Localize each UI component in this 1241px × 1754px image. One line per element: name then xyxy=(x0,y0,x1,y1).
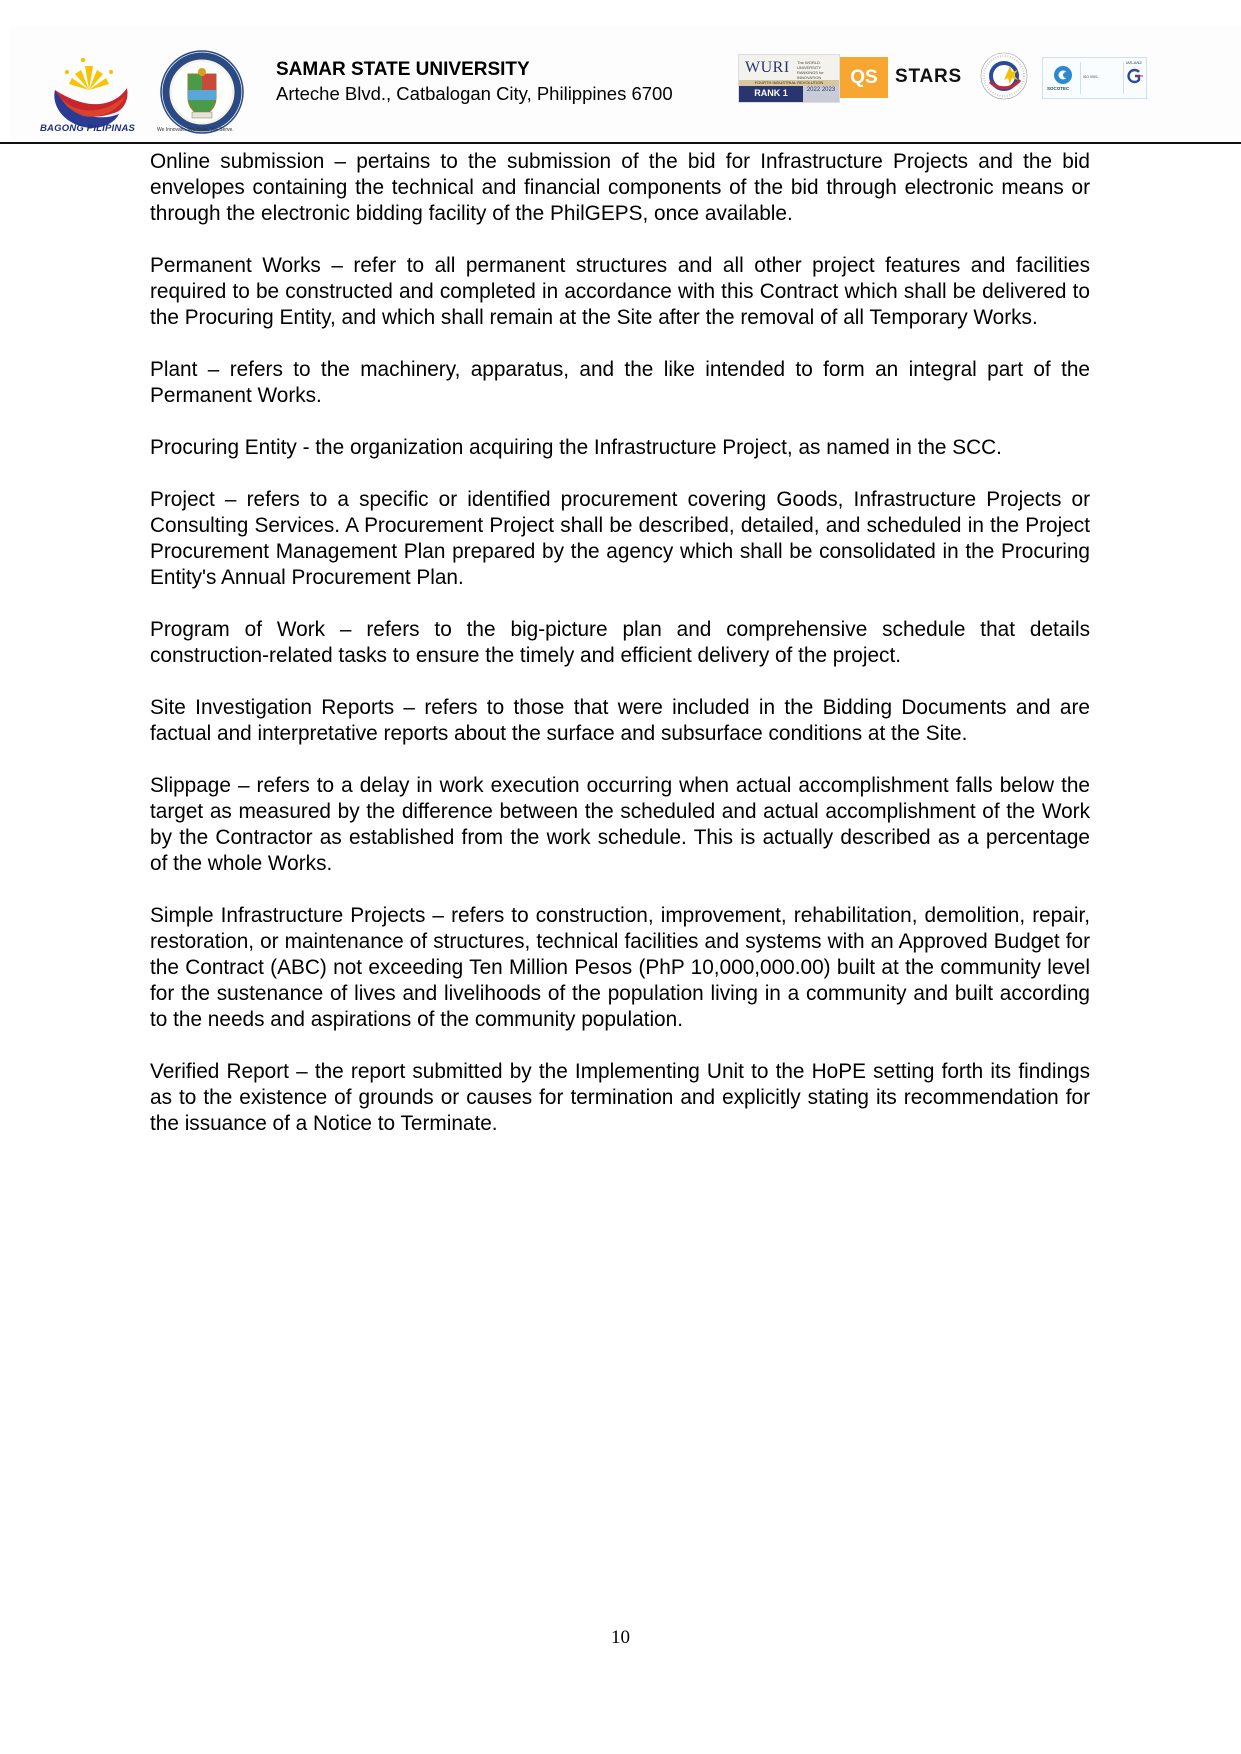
socotec-logo-icon xyxy=(1052,65,1074,85)
document-body xyxy=(150,149,1090,1163)
page-number: 10 xyxy=(611,1627,630,1648)
university-seal-icon xyxy=(160,50,244,134)
definition-procuring-entity: Procuring Entity - the organization acquiring the Infrastructure Project, as named in the SCC. xyxy=(150,436,1002,459)
definition-plant: Plant – refers to the machinery, apparatus, and the like intended to form an integral part of the Permanent Works. xyxy=(150,358,1090,407)
header-divider xyxy=(0,142,1241,144)
wuri-category: FOURTH INDUSTRIAL REVOLUTION xyxy=(739,80,839,86)
wuri-title: WURI xyxy=(745,59,790,76)
university-tagline: We Innovate. We Build. We Serve. xyxy=(157,127,234,133)
wuri-years: 2022 2023 xyxy=(803,86,839,102)
socotec-iso-badge xyxy=(1042,57,1147,99)
definition-site-investigation-reports: Site Investigation Reports – refers to those that were included in the Bidding Documents and are factual and interpretative reports about the surface and subsurface conditions at the Site. xyxy=(150,696,1090,745)
wuri-rank: RANK 1 xyxy=(739,86,803,102)
qs-stars-label: STARS xyxy=(895,66,962,87)
definition-simple-infrastructure-projects: Simple Infrastructure Projects – refers to construction, improvement, rehabilitation, demolition, repair, restoration, or maintenance of structures, technical facilities and systems with an Approved Budget for the Contract (ABC) not exceeding Ten Million Pesos (PhP 10,000,000.00) built at the community level for the sustenance of lives and livelihoods of the population living in a community and built according to the needs and aspirations of the community population. xyxy=(150,904,1090,1031)
socotec-label: SOCOTEC xyxy=(1047,86,1070,91)
definition-permanent-works: Permanent Works – refer to all permanent structures and all other project features and facilities required to be constructed and completed in accordance with this Contract which shall be delivered to the Procuring Entity, and which shall remain at the Site after the removal of all Temporary Works. xyxy=(150,254,1090,329)
qs-logo-icon: QS xyxy=(840,57,888,98)
ias-anz-logo-icon xyxy=(1127,68,1143,84)
definition-project: Project – refers to a specific or identified procurement covering Goods, Infrastructure Projects or Consulting Services. A Procurement Project shall be described, detailed, and scheduled in the Project Procurement Management Plan prepared by the agency which shall be consolidated in the Procuring Entity's Annual Procurement Plan. xyxy=(150,488,1090,589)
quality-award-seal-icon xyxy=(980,52,1028,100)
definition-slippage: Slippage – refers to a delay in work execution occurring when actual accomplishment falls below the target as measured by the difference between the scheduled and actual accomplishment of the Work by the Contractor as established from the work schedule. This is actually described as a percentage of the whole Works. xyxy=(150,774,1090,875)
definition-verified-report: Verified Report – the report submitted by the Implementing Unit to the HoPE setting forth its findings as to the existence of grounds or causes for termination and explicitly stating its recommendation for the issuance of a Notice to Terminate. xyxy=(150,1060,1090,1135)
university-name: SAMAR STATE UNIVERSITY xyxy=(276,59,530,80)
definition-online-submission: Online submission – pertains to the submission of the bid for Infrastructure Projects and the bid envelopes containing the technical and financial components of the bid through electronic means or through the electronic bidding facility of the PhilGEPS, once available. xyxy=(150,150,1090,225)
university-address: Arteche Blvd., Catbalogan City, Philippines 6700 xyxy=(276,83,673,104)
ias-anz-label: IAS-ANZ xyxy=(1126,60,1142,65)
definition-program-of-work: Program of Work – refers to the big-picture plan and comprehensive schedule that details construction-related tasks to ensure the timely and efficient delivery of the project. xyxy=(150,618,1090,667)
iso-label: ISO 9001 xyxy=(1083,75,1098,79)
wuri-subtitle: The WORLD UNIVERSITY RANKINGS for INNOVATION xyxy=(797,60,824,80)
bagong-pilipinas-label: BAGONG PILIPINAS xyxy=(40,123,136,134)
wuri-ranking-badge xyxy=(738,54,840,103)
